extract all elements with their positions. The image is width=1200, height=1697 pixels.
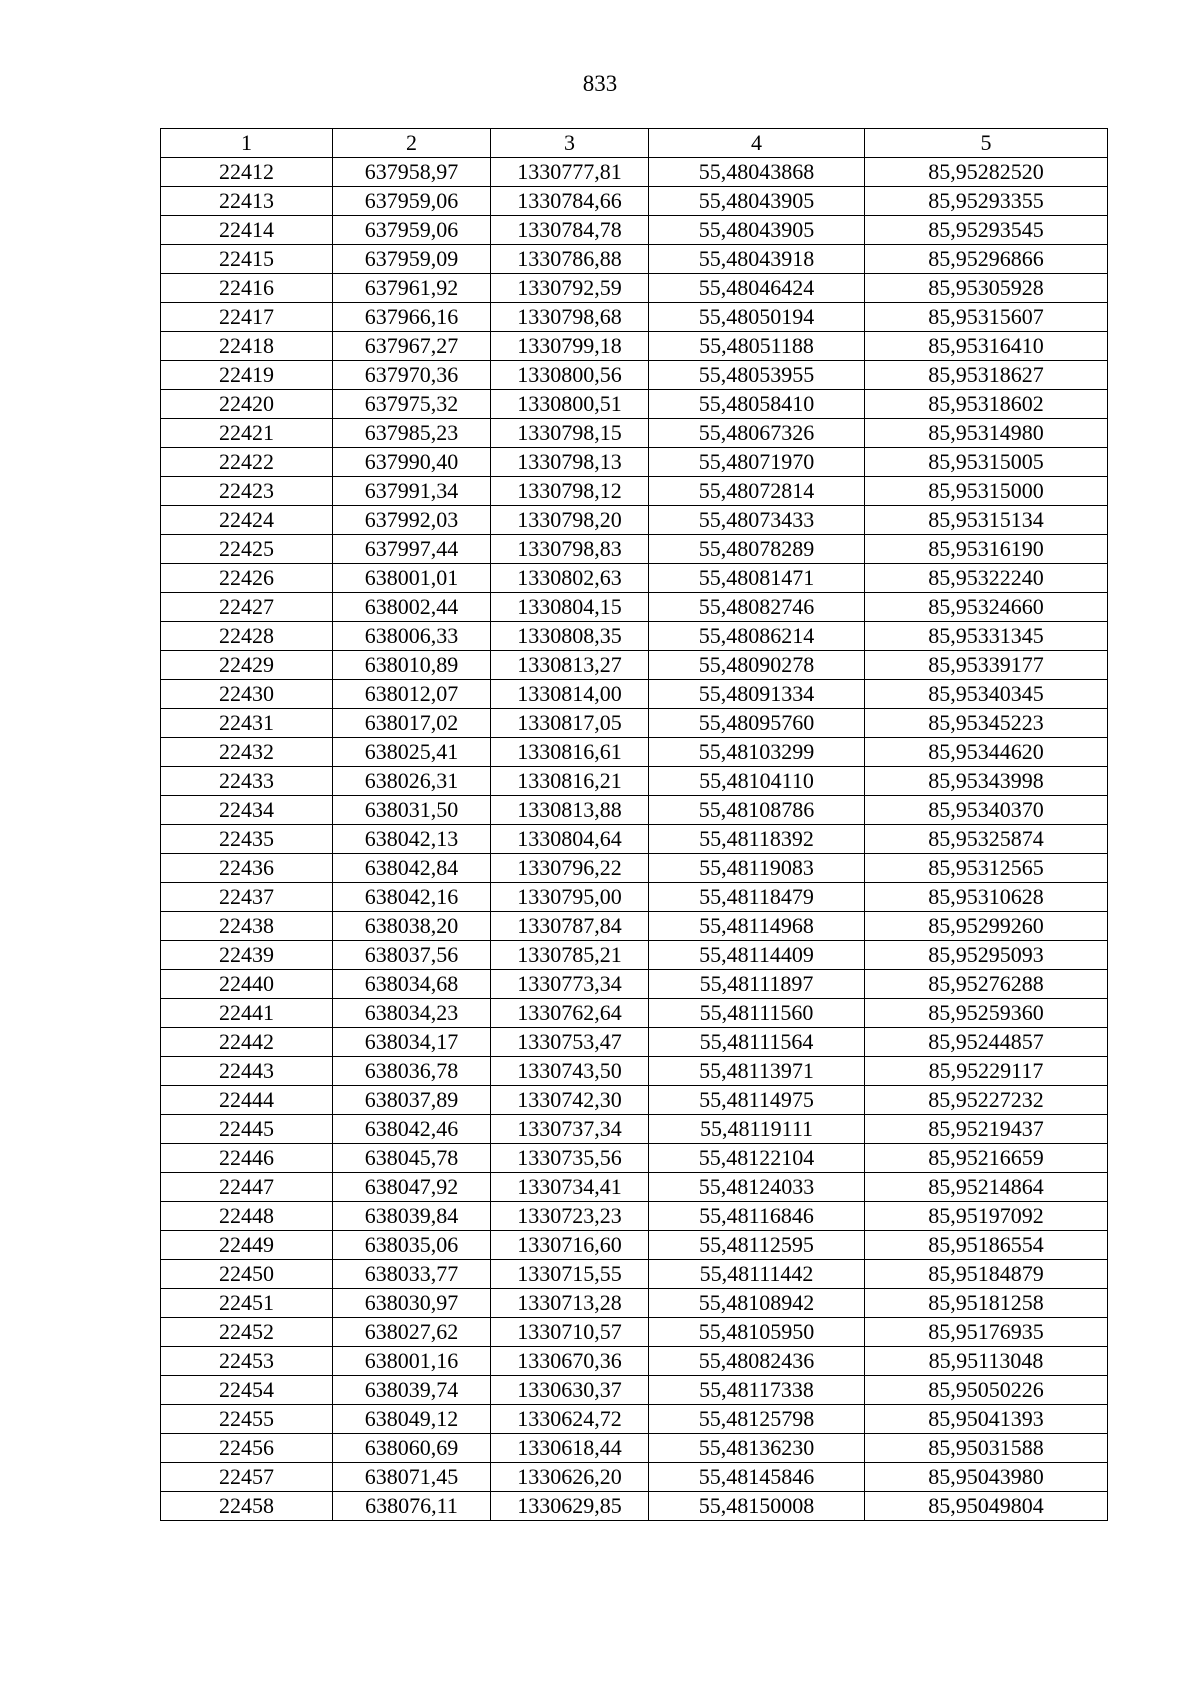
point-number-cell: 22433 <box>161 767 333 796</box>
point-number-cell: 22430 <box>161 680 333 709</box>
point-number-cell: 22412 <box>161 158 333 187</box>
table-row <box>161 1318 1108 1347</box>
latitude-cell: 55,48105950 <box>649 1318 865 1347</box>
table-row <box>161 912 1108 941</box>
point-number-cell: 22449 <box>161 1231 333 1260</box>
y-coordinate-cell: 1330808,35 <box>491 622 649 651</box>
column-header-5: 5 <box>865 129 1108 158</box>
latitude-cell: 55,48111897 <box>649 970 865 999</box>
column-header-2: 2 <box>333 129 491 158</box>
latitude-cell: 55,48108786 <box>649 796 865 825</box>
y-coordinate-cell: 1330798,13 <box>491 448 649 477</box>
latitude-cell: 55,48043918 <box>649 245 865 274</box>
table-row <box>161 506 1108 535</box>
table-row <box>161 477 1108 506</box>
table-row <box>161 245 1108 274</box>
x-coordinate-cell: 638045,78 <box>333 1144 491 1173</box>
y-coordinate-cell: 1330798,20 <box>491 506 649 535</box>
x-coordinate-cell: 638076,11 <box>333 1492 491 1521</box>
point-number-cell: 22416 <box>161 274 333 303</box>
x-coordinate-cell: 637992,03 <box>333 506 491 535</box>
y-coordinate-cell: 1330804,15 <box>491 593 649 622</box>
x-coordinate-cell: 637966,16 <box>333 303 491 332</box>
y-coordinate-cell: 1330798,68 <box>491 303 649 332</box>
longitude-cell: 85,95227232 <box>865 1086 1108 1115</box>
point-number-cell: 22436 <box>161 854 333 883</box>
latitude-cell: 55,48071970 <box>649 448 865 477</box>
point-number-cell: 22420 <box>161 390 333 419</box>
point-number-cell: 22434 <box>161 796 333 825</box>
x-coordinate-cell: 638017,02 <box>333 709 491 738</box>
y-coordinate-cell: 1330798,15 <box>491 419 649 448</box>
point-number-cell: 22431 <box>161 709 333 738</box>
table-row <box>161 216 1108 245</box>
y-coordinate-cell: 1330800,56 <box>491 361 649 390</box>
point-number-cell: 22450 <box>161 1260 333 1289</box>
table-row <box>161 680 1108 709</box>
y-coordinate-cell: 1330802,63 <box>491 564 649 593</box>
x-coordinate-cell: 638001,01 <box>333 564 491 593</box>
x-coordinate-cell: 638047,92 <box>333 1173 491 1202</box>
y-coordinate-cell: 1330743,50 <box>491 1057 649 1086</box>
latitude-cell: 55,48051188 <box>649 332 865 361</box>
y-coordinate-cell: 1330629,85 <box>491 1492 649 1521</box>
latitude-cell: 55,48117338 <box>649 1376 865 1405</box>
x-coordinate-cell: 637958,97 <box>333 158 491 187</box>
y-coordinate-cell: 1330799,18 <box>491 332 649 361</box>
table-row <box>161 825 1108 854</box>
latitude-cell: 55,48114409 <box>649 941 865 970</box>
coordinates-table <box>160 128 1108 1521</box>
point-number-cell: 22440 <box>161 970 333 999</box>
latitude-cell: 55,48103299 <box>649 738 865 767</box>
point-number-cell: 22427 <box>161 593 333 622</box>
longitude-cell: 85,95331345 <box>865 622 1108 651</box>
point-number-cell: 22432 <box>161 738 333 767</box>
table-row <box>161 390 1108 419</box>
point-number-cell: 22441 <box>161 999 333 1028</box>
y-coordinate-cell: 1330624,72 <box>491 1405 649 1434</box>
table-row <box>161 448 1108 477</box>
table-row <box>161 1260 1108 1289</box>
latitude-cell: 55,48073433 <box>649 506 865 535</box>
y-coordinate-cell: 1330630,37 <box>491 1376 649 1405</box>
y-coordinate-cell: 1330742,30 <box>491 1086 649 1115</box>
x-coordinate-cell: 637961,92 <box>333 274 491 303</box>
x-coordinate-cell: 638001,16 <box>333 1347 491 1376</box>
y-coordinate-cell: 1330798,83 <box>491 535 649 564</box>
point-number-cell: 22457 <box>161 1463 333 1492</box>
longitude-cell: 85,95219437 <box>865 1115 1108 1144</box>
y-coordinate-cell: 1330785,21 <box>491 941 649 970</box>
table-row <box>161 1231 1108 1260</box>
longitude-cell: 85,95176935 <box>865 1318 1108 1347</box>
x-coordinate-cell: 637959,06 <box>333 216 491 245</box>
x-coordinate-cell: 638037,89 <box>333 1086 491 1115</box>
y-coordinate-cell: 1330786,88 <box>491 245 649 274</box>
page-number: 833 <box>582 71 618 96</box>
point-number-cell: 22443 <box>161 1057 333 1086</box>
point-number-cell: 22454 <box>161 1376 333 1405</box>
x-coordinate-cell: 638060,69 <box>333 1434 491 1463</box>
latitude-cell: 55,48125798 <box>649 1405 865 1434</box>
longitude-cell: 85,95293355 <box>865 187 1108 216</box>
table-row <box>161 1173 1108 1202</box>
latitude-cell: 55,48095760 <box>649 709 865 738</box>
y-coordinate-cell: 1330618,44 <box>491 1434 649 1463</box>
longitude-cell: 85,95340345 <box>865 680 1108 709</box>
longitude-cell: 85,95113048 <box>865 1347 1108 1376</box>
y-coordinate-cell: 1330716,60 <box>491 1231 649 1260</box>
latitude-cell: 55,48119083 <box>649 854 865 883</box>
longitude-cell: 85,95214864 <box>865 1173 1108 1202</box>
table-row <box>161 651 1108 680</box>
table-row <box>161 796 1108 825</box>
table-row <box>161 970 1108 999</box>
x-coordinate-cell: 638036,78 <box>333 1057 491 1086</box>
table-row <box>161 1492 1108 1521</box>
longitude-cell: 85,95043980 <box>865 1463 1108 1492</box>
longitude-cell: 85,95049804 <box>865 1492 1108 1521</box>
y-coordinate-cell: 1330670,36 <box>491 1347 649 1376</box>
x-coordinate-cell: 637967,27 <box>333 332 491 361</box>
point-number-cell: 22445 <box>161 1115 333 1144</box>
y-coordinate-cell: 1330715,55 <box>491 1260 649 1289</box>
latitude-cell: 55,48053955 <box>649 361 865 390</box>
point-number-cell: 22442 <box>161 1028 333 1057</box>
y-coordinate-cell: 1330762,64 <box>491 999 649 1028</box>
longitude-cell: 85,95314980 <box>865 419 1108 448</box>
longitude-cell: 85,95259360 <box>865 999 1108 1028</box>
point-number-cell: 22418 <box>161 332 333 361</box>
x-coordinate-cell: 638035,06 <box>333 1231 491 1260</box>
longitude-cell: 85,95229117 <box>865 1057 1108 1086</box>
y-coordinate-cell: 1330800,51 <box>491 390 649 419</box>
x-coordinate-cell: 638049,12 <box>333 1405 491 1434</box>
y-coordinate-cell: 1330713,28 <box>491 1289 649 1318</box>
latitude-cell: 55,48082436 <box>649 1347 865 1376</box>
table-row <box>161 1086 1108 1115</box>
column-header-4: 4 <box>649 129 865 158</box>
latitude-cell: 55,48086214 <box>649 622 865 651</box>
x-coordinate-cell: 638031,50 <box>333 796 491 825</box>
y-coordinate-cell: 1330735,56 <box>491 1144 649 1173</box>
table-row <box>161 535 1108 564</box>
longitude-cell: 85,95315607 <box>865 303 1108 332</box>
table-row <box>161 999 1108 1028</box>
y-coordinate-cell: 1330784,78 <box>491 216 649 245</box>
latitude-cell: 55,48118392 <box>649 825 865 854</box>
table-body <box>161 158 1108 1521</box>
point-number-cell: 22456 <box>161 1434 333 1463</box>
table-row <box>161 274 1108 303</box>
latitude-cell: 55,48043905 <box>649 187 865 216</box>
longitude-cell: 85,95184879 <box>865 1260 1108 1289</box>
x-coordinate-cell: 637985,23 <box>333 419 491 448</box>
point-number-cell: 22452 <box>161 1318 333 1347</box>
latitude-cell: 55,48050194 <box>649 303 865 332</box>
point-number-cell: 22435 <box>161 825 333 854</box>
point-number-cell: 22415 <box>161 245 333 274</box>
x-coordinate-cell: 638037,56 <box>333 941 491 970</box>
x-coordinate-cell: 638025,41 <box>333 738 491 767</box>
table-row <box>161 1028 1108 1057</box>
y-coordinate-cell: 1330795,00 <box>491 883 649 912</box>
table-row <box>161 1115 1108 1144</box>
longitude-cell: 85,95340370 <box>865 796 1108 825</box>
table-row <box>161 158 1108 187</box>
y-coordinate-cell: 1330777,81 <box>491 158 649 187</box>
table-row <box>161 854 1108 883</box>
longitude-cell: 85,95050226 <box>865 1376 1108 1405</box>
longitude-cell: 85,95318627 <box>865 361 1108 390</box>
y-coordinate-cell: 1330796,22 <box>491 854 649 883</box>
longitude-cell: 85,95316410 <box>865 332 1108 361</box>
longitude-cell: 85,95345223 <box>865 709 1108 738</box>
latitude-cell: 55,48111560 <box>649 999 865 1028</box>
table-row <box>161 1463 1108 1492</box>
table-row <box>161 622 1108 651</box>
x-coordinate-cell: 638034,23 <box>333 999 491 1028</box>
x-coordinate-cell: 637997,44 <box>333 535 491 564</box>
longitude-cell: 85,95197092 <box>865 1202 1108 1231</box>
table-row <box>161 1405 1108 1434</box>
latitude-cell: 55,48067326 <box>649 419 865 448</box>
latitude-cell: 55,48058410 <box>649 390 865 419</box>
y-coordinate-cell: 1330723,23 <box>491 1202 649 1231</box>
table-row <box>161 1057 1108 1086</box>
longitude-cell: 85,95181258 <box>865 1289 1108 1318</box>
header-row <box>161 129 1108 158</box>
latitude-cell: 55,48136230 <box>649 1434 865 1463</box>
longitude-cell: 85,95041393 <box>865 1405 1108 1434</box>
latitude-cell: 55,48124033 <box>649 1173 865 1202</box>
y-coordinate-cell: 1330817,05 <box>491 709 649 738</box>
table-row <box>161 1376 1108 1405</box>
latitude-cell: 55,48046424 <box>649 274 865 303</box>
x-coordinate-cell: 638010,89 <box>333 651 491 680</box>
latitude-cell: 55,48072814 <box>649 477 865 506</box>
y-coordinate-cell: 1330784,66 <box>491 187 649 216</box>
x-coordinate-cell: 638033,77 <box>333 1260 491 1289</box>
longitude-cell: 85,95315134 <box>865 506 1108 535</box>
table-row <box>161 187 1108 216</box>
latitude-cell: 55,48043905 <box>649 216 865 245</box>
point-number-cell: 22423 <box>161 477 333 506</box>
table-row <box>161 1144 1108 1173</box>
y-coordinate-cell: 1330816,21 <box>491 767 649 796</box>
table-row <box>161 361 1108 390</box>
x-coordinate-cell: 637959,09 <box>333 245 491 274</box>
latitude-cell: 55,48114975 <box>649 1086 865 1115</box>
longitude-cell: 85,95276288 <box>865 970 1108 999</box>
longitude-cell: 85,95343998 <box>865 767 1108 796</box>
x-coordinate-cell: 637970,36 <box>333 361 491 390</box>
x-coordinate-cell: 638039,84 <box>333 1202 491 1231</box>
point-number-cell: 22422 <box>161 448 333 477</box>
table-row <box>161 564 1108 593</box>
table-row <box>161 709 1108 738</box>
longitude-cell: 85,95316190 <box>865 535 1108 564</box>
point-number-cell: 22437 <box>161 883 333 912</box>
x-coordinate-cell: 638002,44 <box>333 593 491 622</box>
column-header-1: 1 <box>161 129 333 158</box>
point-number-cell: 22447 <box>161 1173 333 1202</box>
longitude-cell: 85,95315005 <box>865 448 1108 477</box>
point-number-cell: 22438 <box>161 912 333 941</box>
longitude-cell: 85,95344620 <box>865 738 1108 767</box>
longitude-cell: 85,95244857 <box>865 1028 1108 1057</box>
latitude-cell: 55,48150008 <box>649 1492 865 1521</box>
longitude-cell: 85,95282520 <box>865 158 1108 187</box>
longitude-cell: 85,95295093 <box>865 941 1108 970</box>
x-coordinate-cell: 638012,07 <box>333 680 491 709</box>
latitude-cell: 55,48119111 <box>649 1115 865 1144</box>
x-coordinate-cell: 638038,20 <box>333 912 491 941</box>
latitude-cell: 55,48116846 <box>649 1202 865 1231</box>
point-number-cell: 22448 <box>161 1202 333 1231</box>
point-number-cell: 22451 <box>161 1289 333 1318</box>
x-coordinate-cell: 637991,34 <box>333 477 491 506</box>
longitude-cell: 85,95293545 <box>865 216 1108 245</box>
longitude-cell: 85,95305928 <box>865 274 1108 303</box>
y-coordinate-cell: 1330710,57 <box>491 1318 649 1347</box>
point-number-cell: 22421 <box>161 419 333 448</box>
latitude-cell: 55,48114968 <box>649 912 865 941</box>
longitude-cell: 85,95325874 <box>865 825 1108 854</box>
latitude-cell: 55,48082746 <box>649 593 865 622</box>
longitude-cell: 85,95318602 <box>865 390 1108 419</box>
y-coordinate-cell: 1330734,41 <box>491 1173 649 1202</box>
point-number-cell: 22429 <box>161 651 333 680</box>
latitude-cell: 55,48104110 <box>649 767 865 796</box>
latitude-cell: 55,48111564 <box>649 1028 865 1057</box>
x-coordinate-cell: 638042,16 <box>333 883 491 912</box>
table-row <box>161 767 1108 796</box>
x-coordinate-cell: 637959,06 <box>333 187 491 216</box>
latitude-cell: 55,48043868 <box>649 158 865 187</box>
point-number-cell: 22439 <box>161 941 333 970</box>
table-row <box>161 593 1108 622</box>
table-row <box>161 1347 1108 1376</box>
y-coordinate-cell: 1330816,61 <box>491 738 649 767</box>
latitude-cell: 55,48091334 <box>649 680 865 709</box>
y-coordinate-cell: 1330798,12 <box>491 477 649 506</box>
y-coordinate-cell: 1330787,84 <box>491 912 649 941</box>
longitude-cell: 85,95296866 <box>865 245 1108 274</box>
longitude-cell: 85,95310628 <box>865 883 1108 912</box>
point-number-cell: 22419 <box>161 361 333 390</box>
latitude-cell: 55,48111442 <box>649 1260 865 1289</box>
table-row <box>161 1434 1108 1463</box>
longitude-cell: 85,95322240 <box>865 564 1108 593</box>
point-number-cell: 22444 <box>161 1086 333 1115</box>
latitude-cell: 55,48112595 <box>649 1231 865 1260</box>
y-coordinate-cell: 1330773,34 <box>491 970 649 999</box>
latitude-cell: 55,48118479 <box>649 883 865 912</box>
y-coordinate-cell: 1330804,64 <box>491 825 649 854</box>
latitude-cell: 55,48090278 <box>649 651 865 680</box>
latitude-cell: 55,48078289 <box>649 535 865 564</box>
point-number-cell: 22426 <box>161 564 333 593</box>
point-number-cell: 22446 <box>161 1144 333 1173</box>
longitude-cell: 85,95312565 <box>865 854 1108 883</box>
y-coordinate-cell: 1330813,88 <box>491 796 649 825</box>
x-coordinate-cell: 638026,31 <box>333 767 491 796</box>
longitude-cell: 85,95339177 <box>865 651 1108 680</box>
longitude-cell: 85,95186554 <box>865 1231 1108 1260</box>
latitude-cell: 55,48122104 <box>649 1144 865 1173</box>
x-coordinate-cell: 638034,17 <box>333 1028 491 1057</box>
table-row <box>161 883 1108 912</box>
column-header-3: 3 <box>491 129 649 158</box>
y-coordinate-cell: 1330813,27 <box>491 651 649 680</box>
table-header <box>161 129 1108 158</box>
latitude-cell: 55,48108942 <box>649 1289 865 1318</box>
x-coordinate-cell: 638027,62 <box>333 1318 491 1347</box>
longitude-cell: 85,95324660 <box>865 593 1108 622</box>
table-row <box>161 332 1108 361</box>
table-row <box>161 1202 1108 1231</box>
longitude-cell: 85,95299260 <box>865 912 1108 941</box>
table-row <box>161 1289 1108 1318</box>
table-row <box>161 738 1108 767</box>
longitude-cell: 85,95216659 <box>865 1144 1108 1173</box>
point-number-cell: 22428 <box>161 622 333 651</box>
point-number-cell: 22458 <box>161 1492 333 1521</box>
y-coordinate-cell: 1330753,47 <box>491 1028 649 1057</box>
table-row <box>161 419 1108 448</box>
point-number-cell: 22413 <box>161 187 333 216</box>
longitude-cell: 85,95315000 <box>865 477 1108 506</box>
point-number-cell: 22425 <box>161 535 333 564</box>
longitude-cell: 85,95031588 <box>865 1434 1108 1463</box>
x-coordinate-cell: 638034,68 <box>333 970 491 999</box>
latitude-cell: 55,48145846 <box>649 1463 865 1492</box>
x-coordinate-cell: 637975,32 <box>333 390 491 419</box>
point-number-cell: 22424 <box>161 506 333 535</box>
y-coordinate-cell: 1330792,59 <box>491 274 649 303</box>
x-coordinate-cell: 638071,45 <box>333 1463 491 1492</box>
y-coordinate-cell: 1330626,20 <box>491 1463 649 1492</box>
point-number-cell: 22417 <box>161 303 333 332</box>
x-coordinate-cell: 638030,97 <box>333 1289 491 1318</box>
x-coordinate-cell: 638039,74 <box>333 1376 491 1405</box>
table-row <box>161 303 1108 332</box>
point-number-cell: 22455 <box>161 1405 333 1434</box>
latitude-cell: 55,48113971 <box>649 1057 865 1086</box>
x-coordinate-cell: 637990,40 <box>333 448 491 477</box>
point-number-cell: 22453 <box>161 1347 333 1376</box>
x-coordinate-cell: 638042,84 <box>333 854 491 883</box>
latitude-cell: 55,48081471 <box>649 564 865 593</box>
x-coordinate-cell: 638006,33 <box>333 622 491 651</box>
x-coordinate-cell: 638042,13 <box>333 825 491 854</box>
x-coordinate-cell: 638042,46 <box>333 1115 491 1144</box>
point-number-cell: 22414 <box>161 216 333 245</box>
table-row <box>161 941 1108 970</box>
y-coordinate-cell: 1330737,34 <box>491 1115 649 1144</box>
y-coordinate-cell: 1330814,00 <box>491 680 649 709</box>
